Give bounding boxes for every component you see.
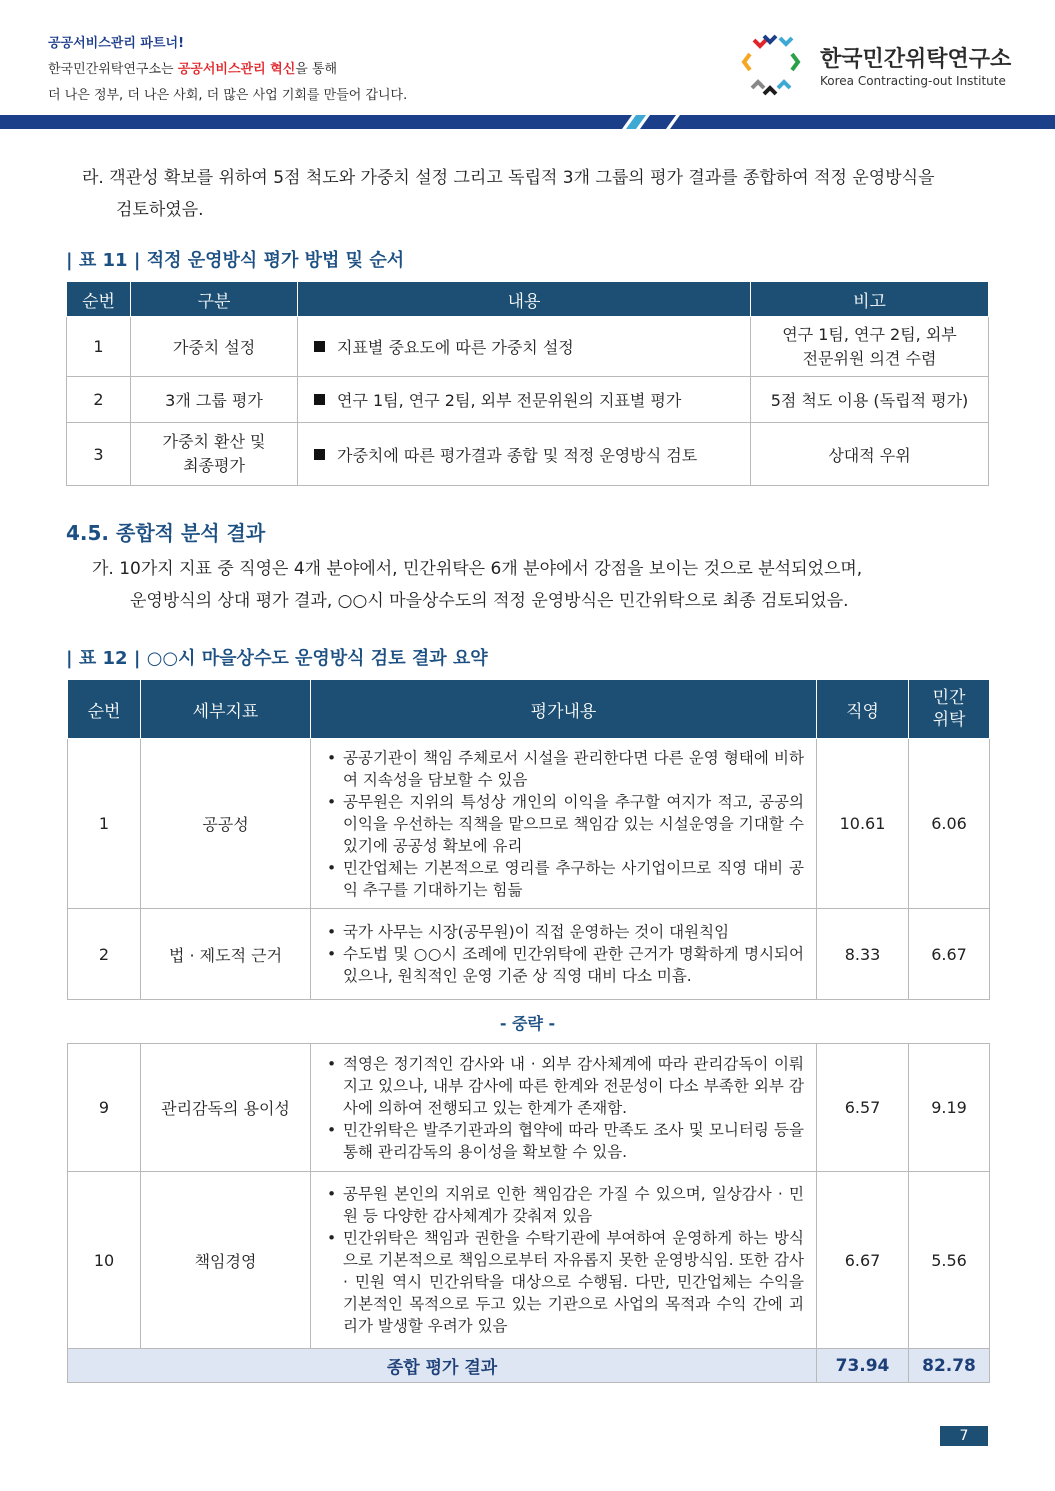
omitted-marker: - 중략 - (499, 1014, 556, 1033)
table-11-cell-content (298, 423, 751, 486)
header-tagline-3: 더 나은 정부, 더 나은 사회, 더 많은 사업 기회를 만들어 갑니다. (48, 88, 408, 103)
table-11-cell-no: 2 (67, 377, 131, 423)
table-12-header-private-line-2: 위탁 (932, 710, 966, 730)
table-11 (66, 281, 989, 486)
table-12-cell-private: 6.06 (909, 739, 990, 909)
paragraph-ga-line-2: 운영방식의 상대 평가 결과, ○○시 마을상수도의 적정 운영방식은 민간위탁으로 최종 검토되었음. (130, 591, 849, 611)
bullet-item: • 민간업체는 기본적으로 영리를 추구하는 사기업이므로 직영 대비 공익 추구를 기대하기는 힘듦 (323, 857, 804, 901)
bullet-item: • 공공기관이 책임 주체로서 시설을 관리한다면 다른 운영 형태에 비하여 지속성을 담보할 수 있음 (323, 747, 804, 791)
table-11-caption: | 표 11 | 적정 운영방식 평가 방법 및 순서 (66, 250, 405, 271)
table-12-header-indicator: 세부지표 (141, 680, 311, 739)
table-11-category-line-2: 최종평가 (183, 456, 245, 475)
table-11-content-text: 연구 1팀, 연구 2팀, 외부 전문위원의 지표별 평가 (337, 391, 682, 410)
table-11-cell-no: 3 (67, 423, 131, 486)
table-11-category-line-1: 가중치 환산 및 (162, 432, 266, 451)
header-tagline-2-highlight: 공공서비스관리 혁신 (177, 62, 296, 77)
table-12-cell-direct: 6.57 (817, 1044, 909, 1172)
table-12-cell-content (311, 909, 817, 1000)
bullet-item: • 민간위탁은 발주기관과의 협약에 따라 만족도 조사 및 모니터링 등을 통해 관리감독의 용이성을 확보할 수 있음. (323, 1119, 804, 1163)
table-12-total-label: 종합 평가 결과 (68, 1349, 817, 1383)
table-12-caption: | 표 12 | ○○시 마을상수도 운영방식 검토 결과 요약 (66, 648, 488, 669)
table-12-cell-content (311, 1172, 817, 1349)
table-12-header-direct: 직영 (817, 680, 909, 739)
table-12-cell-indicator: 공공성 (141, 739, 311, 909)
header-divider-bar (0, 115, 1055, 129)
bullet-list (323, 1053, 804, 1163)
section-title: 종합적 분석 결과 (116, 521, 266, 545)
table-12-cell-no: 1 (68, 739, 141, 909)
table-11-cell-category: 3개 그룹 평가 (131, 377, 298, 423)
page-header (0, 0, 1055, 130)
table-11-cell-note: 5점 척도 이용 (독립적 평가) (751, 377, 989, 423)
paragraph-ra-line-2: 검토하였음. (116, 200, 204, 220)
paragraph-ga-line-1 (92, 553, 992, 585)
table-12-header-no: 순번 (68, 680, 141, 739)
table-12-top (67, 679, 990, 1000)
table-12-cell-private: 9.19 (909, 1044, 990, 1172)
bullet-item: • 공무원은 지위의 특성상 개인의 이익을 추구할 여지가 적고, 공공의 이익을 우선하는 직책을 맡으므로 책임감 있는 시설운영을 기대할 수 있기에 공공성 확보에 유리 (323, 791, 804, 857)
table-row (67, 317, 989, 377)
paragraph-ga-marker: 가. (92, 559, 114, 579)
table-12-cell-no: 10 (68, 1172, 141, 1349)
table-12-total-row (68, 1349, 990, 1383)
table-12-cell-indicator: 법 · 제도적 근거 (141, 909, 311, 1000)
table-11-content-text: 지표별 중요도에 따른 가중치 설정 (337, 338, 574, 357)
square-bullet-icon (314, 341, 325, 352)
header-tagline-1: 공공서비스관리 파트너! (48, 36, 185, 51)
bullet-list (323, 747, 804, 901)
table-row (68, 909, 990, 1000)
table-11-note-line-1: 연구 1팀, 연구 2팀, 외부 (782, 324, 957, 344)
header-tagline-2-pre: 한국민간위탁연구소는 (48, 62, 178, 77)
table-12-header-content: 평가내용 (311, 680, 817, 739)
table-row (67, 377, 989, 423)
paragraph-ra (82, 162, 1002, 226)
table-12-cell-no: 9 (68, 1044, 141, 1172)
bullet-list (323, 921, 804, 987)
table-12-caption-prefix: 표 12 (78, 648, 128, 669)
institute-logo (740, 32, 1020, 98)
paragraph-ra-text-1: 객관성 확보를 위하여 5점 척도와 가중치 설정 그리고 독립적 3개 그룹의 평가 결과를 종합하여 적정 운영방식을 (109, 168, 935, 188)
table-12-caption-title: ○○시 마을상수도 운영방식 검토 결과 요약 (146, 648, 488, 669)
table-12-cell-indicator: 책임경영 (141, 1172, 311, 1349)
table-12-cell-direct: 6.67 (817, 1172, 909, 1349)
table-11-content-text: 가중치에 따른 평가결과 종합 및 적정 운영방식 검토 (337, 445, 698, 465)
table-12-header-private (909, 680, 990, 739)
page-number: 7 (940, 1426, 988, 1446)
table-11-caption-prefix: 표 11 (78, 250, 128, 271)
table-row (68, 739, 990, 909)
square-bullet-icon (314, 394, 325, 405)
table-11-cell-content (298, 377, 751, 423)
bullet-item: • 수도법 및 ○○시 조례에 민간위탁에 관한 근거가 명확하게 명시되어 있으나, 원칙적인 운영 기준 상 직영 대비 다소 미흡. (323, 943, 804, 987)
table-12-cell-private: 5.56 (909, 1172, 990, 1349)
header-tagline-2 (48, 58, 337, 77)
table-11-header-content: 내용 (298, 282, 751, 317)
table-12-header-row (68, 680, 990, 739)
bullet-item: • 국가 사무는 시장(공무원)이 직접 운영하는 것이 대원칙임 (323, 921, 804, 943)
table-12-header-private-line-1: 민간 (932, 688, 966, 708)
table-12-total-direct: 73.94 (817, 1349, 909, 1383)
paragraph-ra-marker: 라. (82, 168, 104, 188)
table-11-cell-category (131, 423, 298, 486)
table-12-cell-content (311, 739, 817, 909)
institute-logo-mark-icon (740, 32, 802, 98)
table-12-total-private: 82.78 (909, 1349, 990, 1383)
bullet-item: • 공무원 본인의 지위로 인한 책임감은 가질 수 있으며, 일상감사 · 민원 등 다양한 감사체계가 갖춰져 있음 (323, 1183, 804, 1227)
table-12-cell-no: 2 (68, 909, 141, 1000)
bullet-item: • 적영은 정기적인 감사와 내 · 외부 감사체계에 따라 관리감독이 이뤄지고 있으나, 내부 감사에 따른 한계와 전문성이 다소 부족한 외부 감사에 의하여 전행되고 있는 한계가 존재함. (323, 1053, 804, 1119)
table-11-cell-no: 1 (67, 317, 131, 377)
bullet-item: • 민간위탁은 책임과 권한을 수탁기관에 부여하여 운영하게 하는 방식으로 기본적으로 책임으로부터 자유롭지 못한 운영방식임. 또한 감사 · 민원 역시 민간위탁을 대상으로 수행됨. 다만, 민간업체는 수익을 기본적인 목적으로 두고 있는 기관으로 사업의 목적과 수익 간에 괴리가 발생할 우려가 있음 (323, 1227, 804, 1337)
section-heading (66, 517, 265, 546)
table-12-cell-direct: 8.33 (817, 909, 909, 1000)
table-11-header-note: 비고 (751, 282, 989, 317)
table-row (68, 1172, 990, 1349)
table-12-cell-private: 6.67 (909, 909, 990, 1000)
table-11-header-category: 구분 (131, 282, 298, 317)
table-11-caption-title: 적정 운영방식 평가 방법 및 순서 (146, 250, 405, 271)
table-11-header-no: 순번 (67, 282, 131, 317)
table-12-cell-direct: 10.61 (817, 739, 909, 909)
table-11-header-row (67, 282, 989, 317)
section-number: 4.5. (66, 521, 110, 545)
table-12-bottom (67, 1043, 990, 1383)
paragraph-ra-line-1 (82, 162, 1002, 194)
table-12-cell-content (311, 1044, 817, 1172)
logo-subtitle: Korea Contracting-out Institute (820, 74, 1006, 88)
header-tagline-2-post: 을 통해 (295, 62, 338, 77)
paragraph-ga-text-1: 10가지 지표 중 직영은 4개 분야에서, 민간위탁은 6개 분야에서 강점을 보이는 것으로 분석되었으며, (119, 559, 863, 579)
table-11-cell-note: 상대적 우위 (751, 423, 989, 486)
table-row (68, 1044, 990, 1172)
paragraph-ga (92, 553, 992, 617)
square-bullet-icon (314, 449, 325, 460)
table-11-note-line-2: 전문위원 의견 수렴 (802, 348, 937, 368)
table-11-cell-content (298, 317, 751, 377)
table-11-cell-category: 가중치 설정 (131, 317, 298, 377)
table-12-cell-indicator: 관리감독의 용이성 (141, 1044, 311, 1172)
table-row (67, 423, 989, 486)
table-11-cell-note (751, 317, 989, 377)
logo-title: 한국민간위탁연구소 (820, 47, 1012, 72)
bullet-list (323, 1183, 804, 1337)
